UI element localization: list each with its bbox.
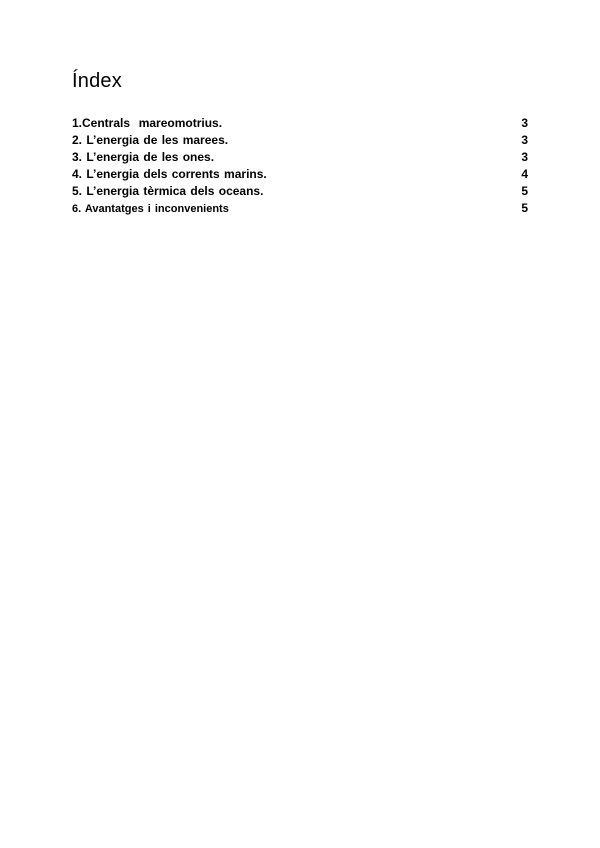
toc-entry-page-number: 5: [521, 201, 528, 215]
toc-entry-page-number: 3: [521, 150, 528, 164]
toc-entry-page-number: 5: [521, 184, 528, 198]
toc-entry-label: 6. Avantatges i inconvenients: [72, 203, 229, 215]
toc-entry-label: 5. L’energia tèrmica dels oceans.: [72, 184, 264, 198]
toc-entry-label: 4. L’energia dels corrents marins.: [72, 167, 267, 181]
toc-entry-label: 1.Centrals mareomotrius.: [72, 116, 223, 130]
toc-entry[interactable]: [72, 166, 528, 183]
index-title: Índex: [72, 70, 122, 92]
toc-entry[interactable]: [72, 200, 528, 217]
toc-entry-label: 3. L’energia de les ones.: [72, 150, 215, 164]
toc-entry[interactable]: [72, 115, 528, 132]
toc-entry-label: 2. L’energia de les marees.: [72, 133, 229, 147]
toc-entry[interactable]: [72, 183, 528, 200]
toc-entry-page-number: 4: [521, 167, 528, 181]
toc-entry-page-number: 3: [521, 116, 528, 130]
toc-entry-page-number: 3: [521, 133, 528, 147]
table-of-contents: [72, 115, 528, 217]
toc-entry[interactable]: [72, 132, 528, 149]
toc-entry[interactable]: [72, 149, 528, 166]
